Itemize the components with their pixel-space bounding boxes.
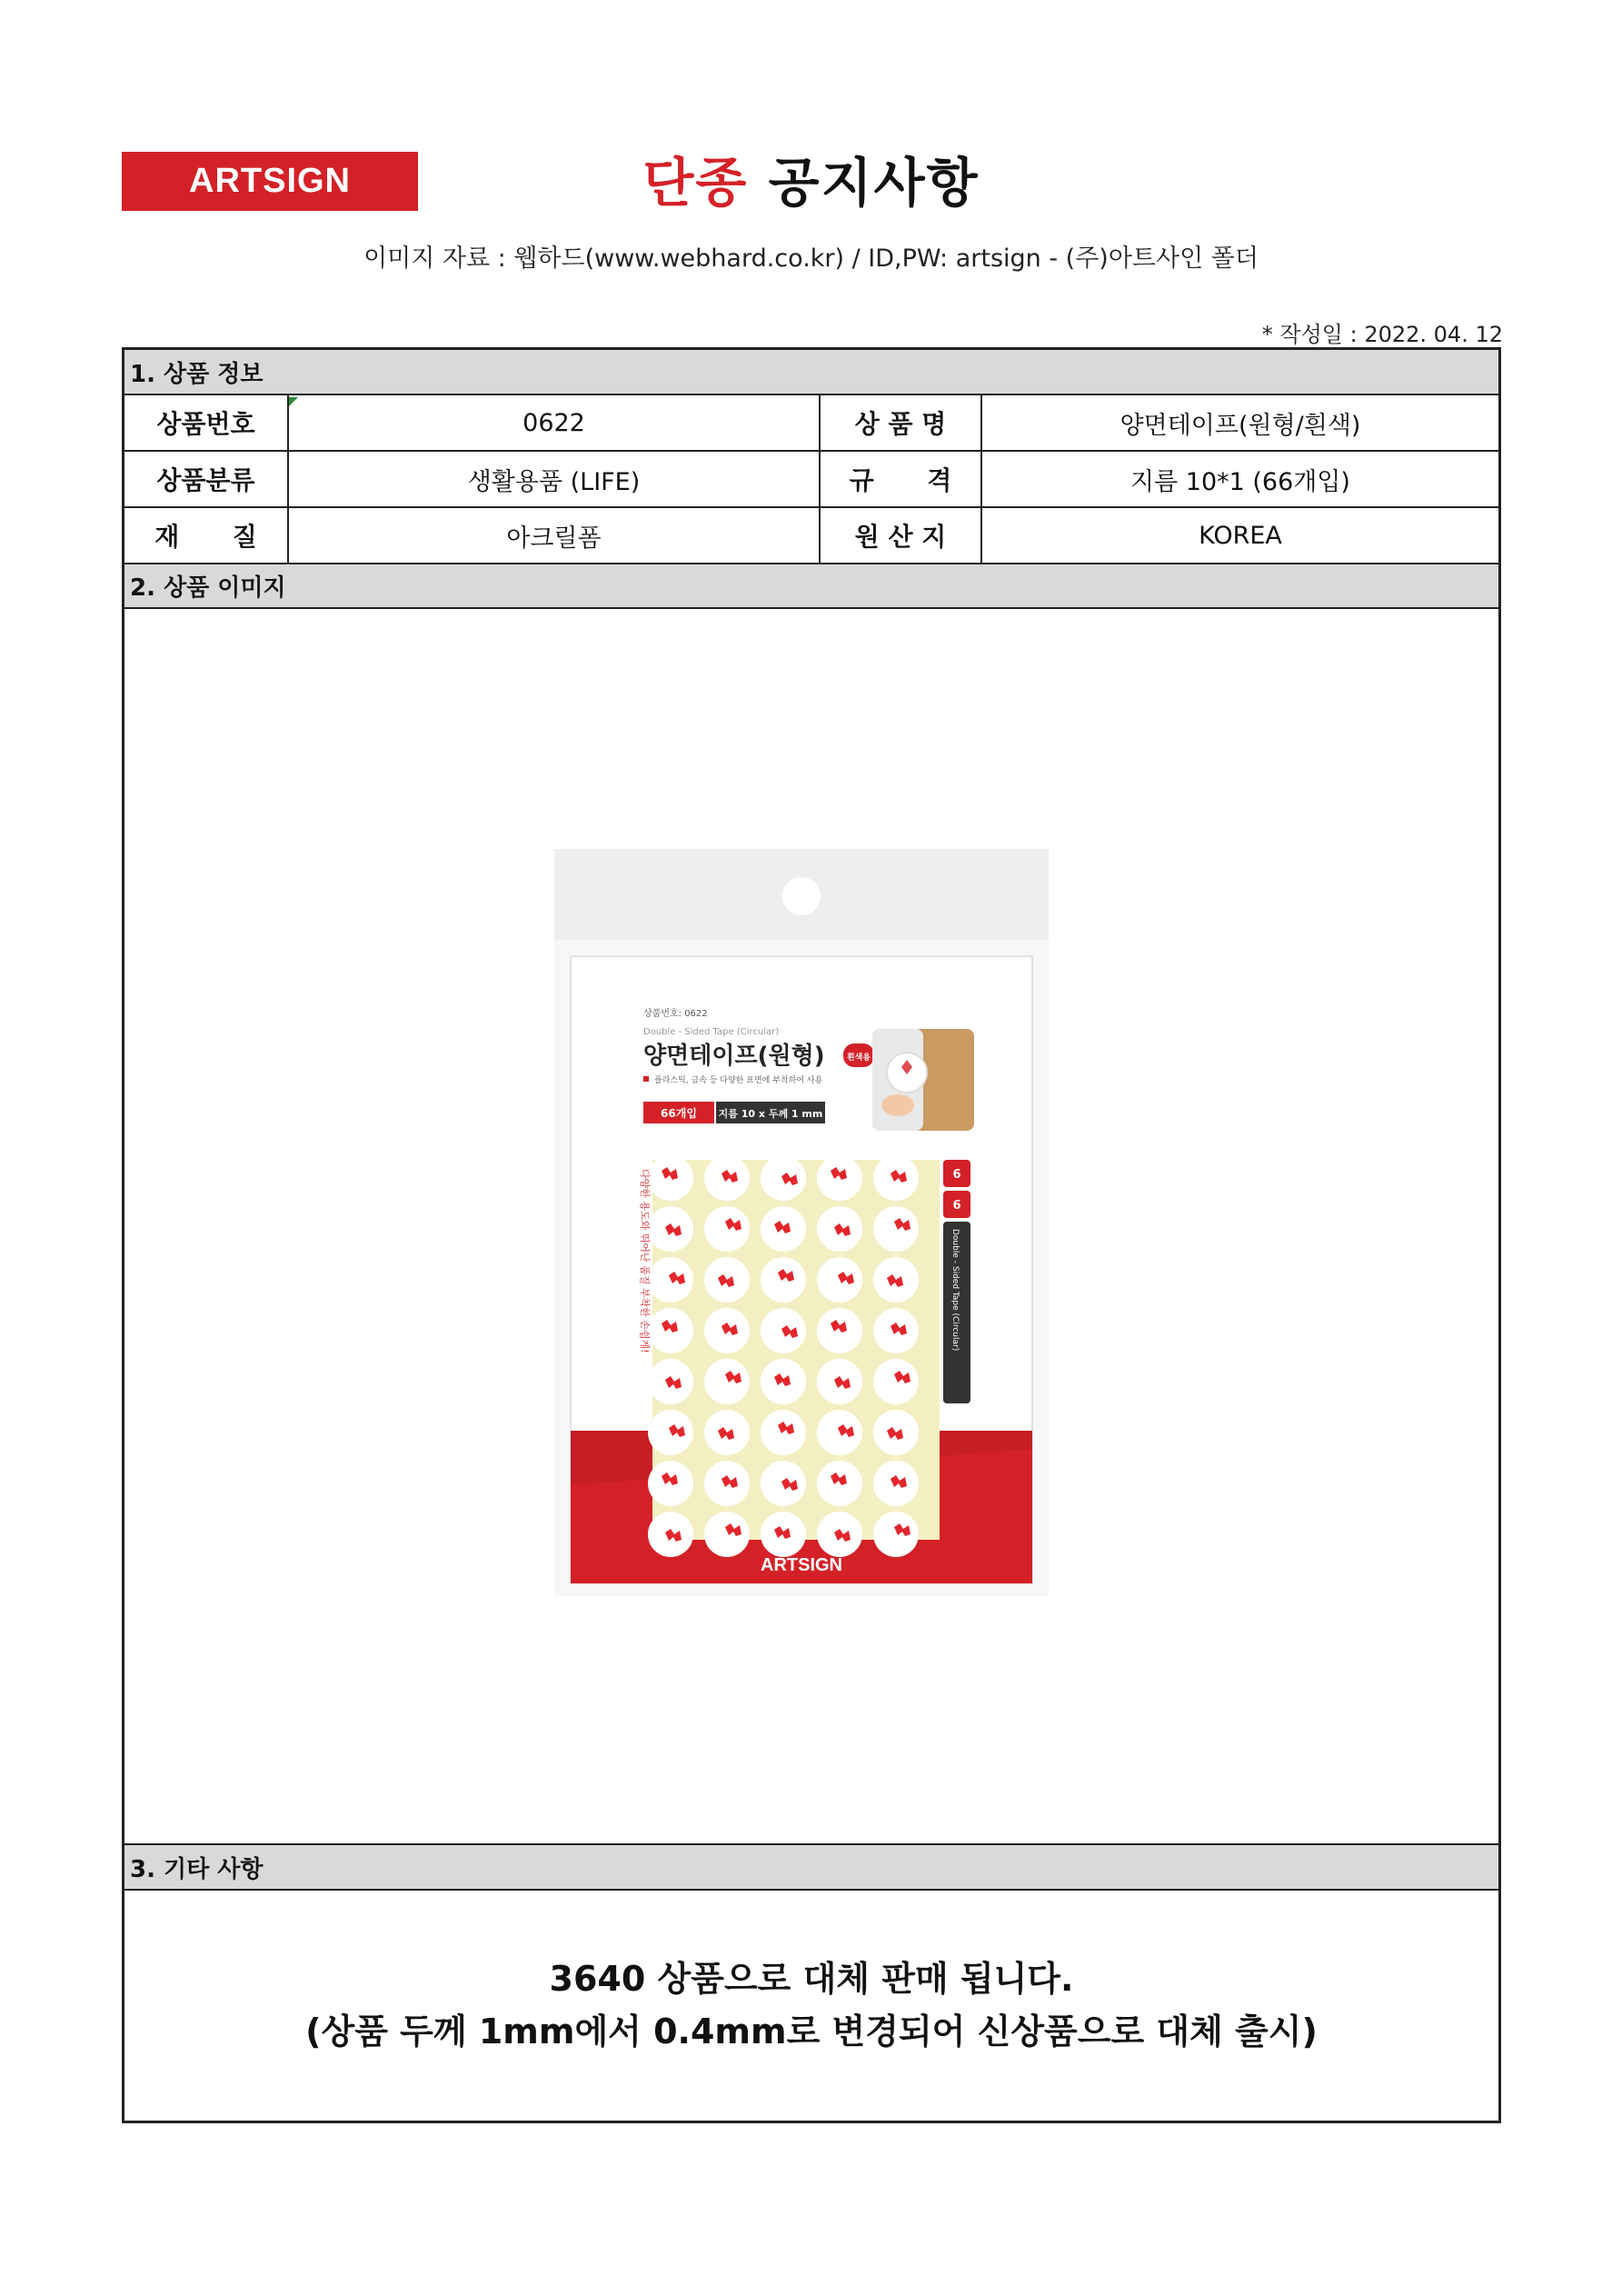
package-side-text: 다양한 용도와 뛰어난 품질 부착한 손쉽게!	[639, 1169, 651, 1353]
tape-dot	[761, 1410, 806, 1455]
artsign-logo: ARTSIGN	[122, 152, 418, 211]
value-origin: KOREA	[1199, 521, 1282, 550]
value-spec: 지름 10*1 (66개입)	[1130, 467, 1350, 496]
replacement-detail: (상품 두께 1mm에서 0.4mm로 변경되어 신상품으로 대체 출시)	[305, 2011, 1318, 2051]
label-material: 재 질	[124, 508, 289, 563]
package-code-text: 상품번호: 0622	[643, 1009, 708, 1019]
tape-dot	[817, 1461, 862, 1506]
value-category: 생활용품 (LIFE)	[289, 452, 821, 506]
tape-dot	[704, 1512, 750, 1557]
tape-dot	[648, 1155, 693, 1201]
label-product-number: 상품번호	[124, 395, 289, 450]
tape-dot	[817, 1410, 862, 1455]
package-count-badge: 66개입	[661, 1107, 697, 1120]
tape-dot	[817, 1155, 862, 1201]
section-etc-heading: 3. 기타 사항	[124, 1845, 1498, 1891]
page-title	[0, 140, 1622, 216]
value-product-number: 0622	[289, 395, 821, 450]
cell-comment-marker	[289, 397, 298, 406]
tape-dot	[761, 1257, 806, 1303]
tape-dot	[873, 1206, 919, 1252]
tape-dot	[704, 1206, 750, 1252]
tape-dot	[704, 1359, 750, 1404]
package-usage-text: 플라스틱, 금속 등 다양한 표면에 부착하여 사용	[654, 1076, 823, 1085]
section-product-info-heading: 1. 상품 정보	[124, 350, 1498, 395]
tape-dot	[873, 1359, 919, 1404]
package-brand: ARTSIGN	[761, 1555, 842, 1575]
value-material: 아크릴폼	[289, 508, 821, 563]
package-english-name: Double - Sided Tape (Circular)	[643, 1027, 780, 1037]
tape-dot	[648, 1308, 693, 1353]
tape-dot	[873, 1512, 919, 1557]
product-package-image	[554, 849, 1049, 1596]
tape-dot	[817, 1308, 862, 1353]
package-tab-2: 6	[952, 1199, 961, 1213]
value-product-name: 양면테이프(원형/흰색)	[1119, 411, 1361, 440]
image-source-note: 이미지 자료 : 웹하드(www.webhard.co.kr) / ID,PW: artsign - (주)아트사인 폴더	[363, 245, 1259, 273]
section-product-image-heading: 2. 상품 이미지	[124, 564, 1498, 609]
package-korean-name: 양면테이프(원형)	[643, 1043, 825, 1070]
tape-dot	[648, 1410, 693, 1455]
replacement-notice: 3640 상품으로 대체 판매 됩니다.	[549, 1959, 1074, 1999]
package-color-badge: 흰색용	[846, 1053, 871, 1063]
info-row	[124, 452, 1498, 508]
package-tab-1: 6	[952, 1168, 961, 1182]
notice-table	[122, 347, 1501, 2123]
product-image-area	[124, 607, 1498, 1845]
written-date: * 작성일 : 2022. 04. 12	[1261, 322, 1503, 347]
tape-dot	[817, 1257, 862, 1303]
package-size-badge: 지름 10 x 두께 1 mm	[718, 1108, 823, 1120]
tape-dot	[648, 1461, 693, 1506]
title-highlight: 단종	[642, 152, 749, 214]
label-product-name: 상 품 명	[821, 395, 982, 450]
info-row	[124, 508, 1498, 564]
package-spine-text: Double - Sided Tape (Circular)	[950, 1229, 960, 1352]
info-row	[124, 395, 1498, 452]
label-spec: 규 격	[821, 452, 982, 506]
label-category: 상품분류	[124, 452, 289, 506]
tape-dot	[648, 1257, 693, 1303]
label-origin: 원 산 지	[821, 508, 982, 563]
title-rest: 공지사항	[748, 152, 980, 214]
etc-content	[124, 1891, 1498, 2121]
